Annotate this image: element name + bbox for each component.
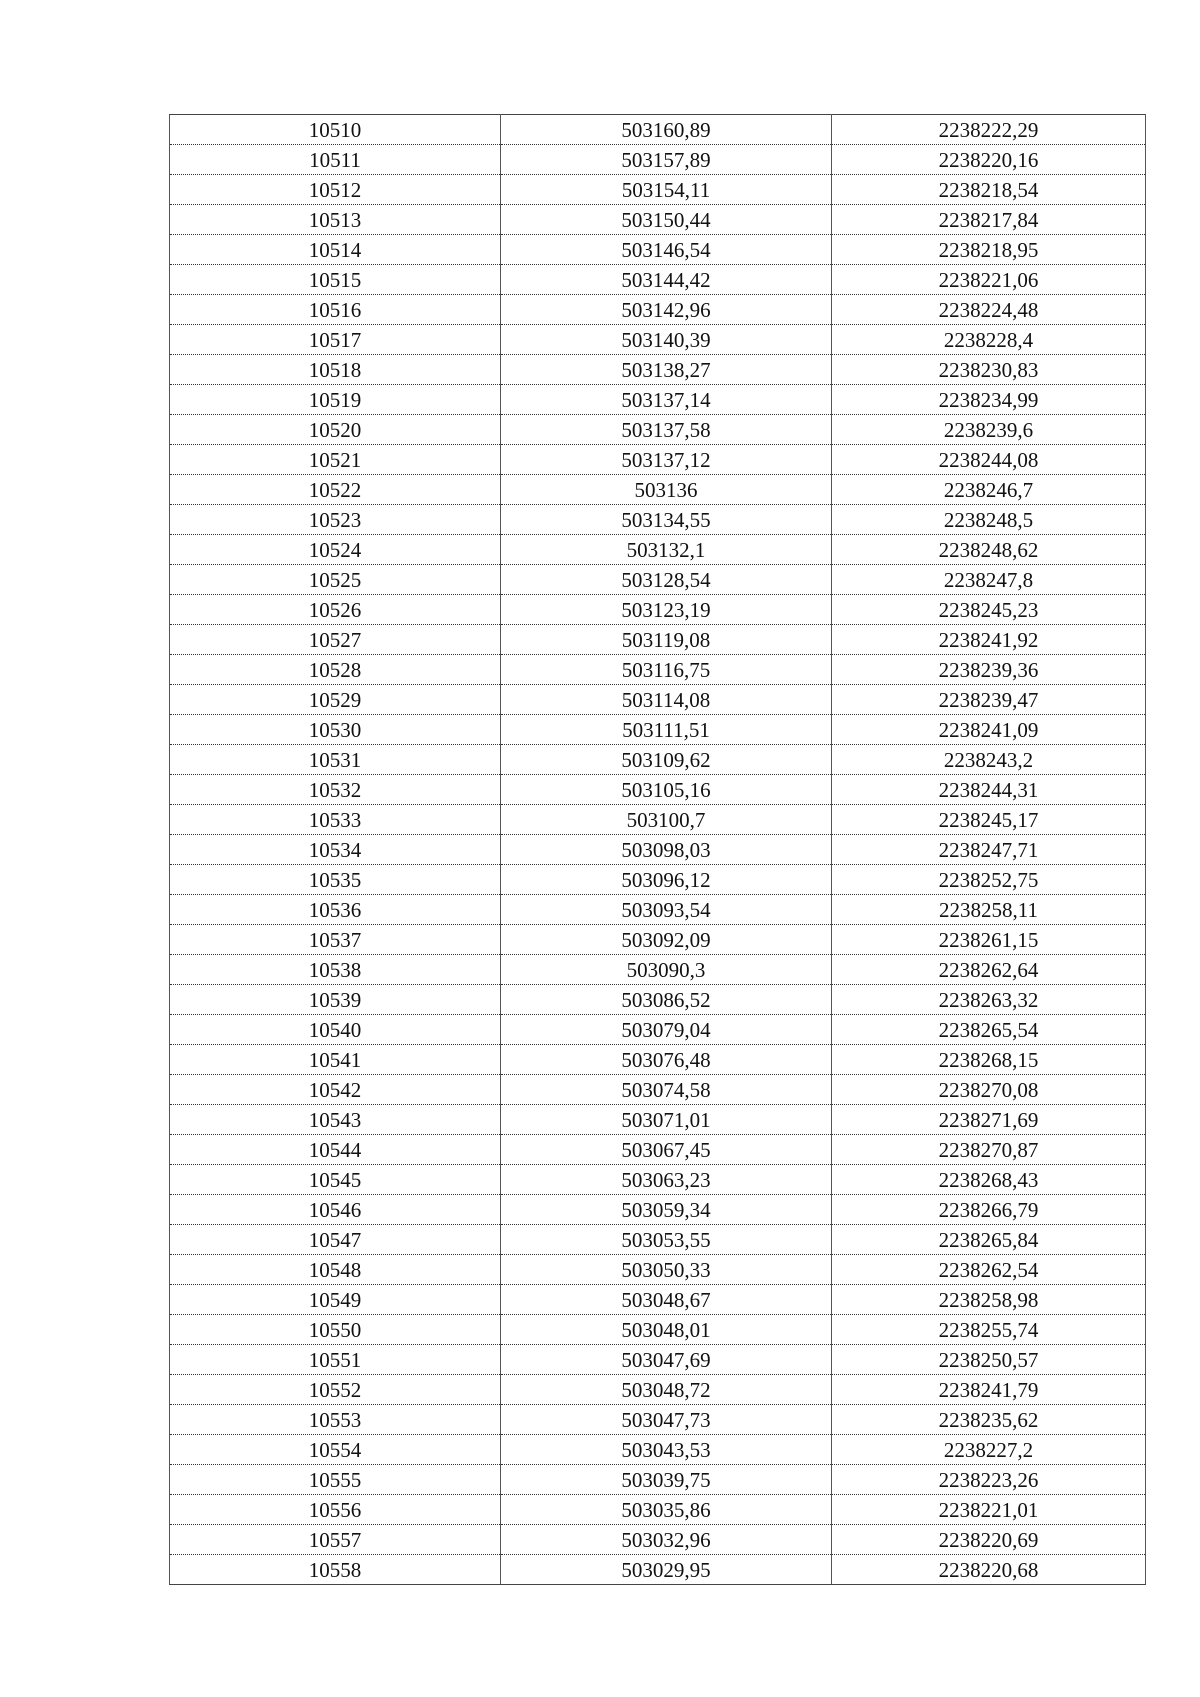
table-row [170,415,1146,445]
table-row [170,985,1146,1015]
x-coordinate-cell: 503076,48 [501,1045,832,1075]
x-coordinate-cell: 503098,03 [501,835,832,865]
y-coordinate-cell: 2238263,32 [832,985,1146,1015]
table-row [170,445,1146,475]
x-coordinate-cell: 503047,73 [501,1405,832,1435]
table-row [170,1015,1146,1045]
table-row [170,745,1146,775]
x-coordinate-cell: 503047,69 [501,1345,832,1375]
point-number-cell: 10511 [170,145,501,175]
x-coordinate-cell: 503039,75 [501,1465,832,1495]
table-row [170,1045,1146,1075]
y-coordinate-cell: 2238239,6 [832,415,1146,445]
table-row [170,775,1146,805]
y-coordinate-cell: 2238261,15 [832,925,1146,955]
x-coordinate-cell: 503071,01 [501,1105,832,1135]
table-row [170,1075,1146,1105]
table-row [170,475,1146,505]
y-coordinate-cell: 2238223,26 [832,1465,1146,1495]
y-coordinate-cell: 2238221,01 [832,1495,1146,1525]
x-coordinate-cell: 503123,19 [501,595,832,625]
x-coordinate-cell: 503109,62 [501,745,832,775]
table-row [170,835,1146,865]
y-coordinate-cell: 2238245,23 [832,595,1146,625]
point-number-cell: 10512 [170,175,501,205]
y-coordinate-cell: 2238265,84 [832,1225,1146,1255]
table-row [170,145,1146,175]
table-row [170,1225,1146,1255]
y-coordinate-cell: 2238241,09 [832,715,1146,745]
point-number-cell: 10513 [170,205,501,235]
table-row [170,565,1146,595]
x-coordinate-cell: 503048,72 [501,1375,832,1405]
y-coordinate-cell: 2238220,16 [832,145,1146,175]
table-row [170,925,1146,955]
table-row [170,1345,1146,1375]
y-coordinate-cell: 2238248,62 [832,535,1146,565]
point-number-cell: 10539 [170,985,501,1015]
point-number-cell: 10540 [170,1015,501,1045]
point-number-cell: 10535 [170,865,501,895]
y-coordinate-cell: 2238220,68 [832,1555,1146,1585]
table-row [170,625,1146,655]
x-coordinate-cell: 503100,7 [501,805,832,835]
y-coordinate-cell: 2238244,08 [832,445,1146,475]
y-coordinate-cell: 2238262,64 [832,955,1146,985]
y-coordinate-cell: 2238220,69 [832,1525,1146,1555]
table-row [170,175,1146,205]
x-coordinate-cell: 503114,08 [501,685,832,715]
table-row [170,1555,1146,1585]
point-number-cell: 10518 [170,355,501,385]
x-coordinate-cell: 503053,55 [501,1225,832,1255]
x-coordinate-cell: 503048,01 [501,1315,832,1345]
x-coordinate-cell: 503137,58 [501,415,832,445]
point-number-cell: 10552 [170,1375,501,1405]
x-coordinate-cell: 503128,54 [501,565,832,595]
y-coordinate-cell: 2238268,43 [832,1165,1146,1195]
y-coordinate-cell: 2238227,2 [832,1435,1146,1465]
x-coordinate-cell: 503050,33 [501,1255,832,1285]
x-coordinate-cell: 503079,04 [501,1015,832,1045]
table-row [170,1525,1146,1555]
y-coordinate-cell: 2238258,98 [832,1285,1146,1315]
x-coordinate-cell: 503146,54 [501,235,832,265]
x-coordinate-cell: 503093,54 [501,895,832,925]
y-coordinate-cell: 2238258,11 [832,895,1146,925]
point-number-cell: 10532 [170,775,501,805]
x-coordinate-cell: 503150,44 [501,205,832,235]
point-number-cell: 10541 [170,1045,501,1075]
point-number-cell: 10522 [170,475,501,505]
y-coordinate-cell: 2238268,15 [832,1045,1146,1075]
x-coordinate-cell: 503138,27 [501,355,832,385]
y-coordinate-cell: 2238247,8 [832,565,1146,595]
y-coordinate-cell: 2238271,69 [832,1105,1146,1135]
point-number-cell: 10545 [170,1165,501,1195]
point-number-cell: 10550 [170,1315,501,1345]
point-number-cell: 10515 [170,265,501,295]
table-row [170,1495,1146,1525]
table-row [170,955,1146,985]
point-number-cell: 10558 [170,1555,501,1585]
point-number-cell: 10516 [170,295,501,325]
x-coordinate-cell: 503119,08 [501,625,832,655]
table-row [170,205,1146,235]
point-number-cell: 10514 [170,235,501,265]
point-number-cell: 10526 [170,595,501,625]
table-row [170,295,1146,325]
point-number-cell: 10523 [170,505,501,535]
point-number-cell: 10549 [170,1285,501,1315]
point-number-cell: 10538 [170,955,501,985]
table-row [170,1465,1146,1495]
point-number-cell: 10525 [170,565,501,595]
point-number-cell: 10520 [170,415,501,445]
x-coordinate-cell: 503134,55 [501,505,832,535]
table-row [170,595,1146,625]
y-coordinate-cell: 2238239,47 [832,685,1146,715]
y-coordinate-cell: 2238262,54 [832,1255,1146,1285]
y-coordinate-cell: 2238248,5 [832,505,1146,535]
x-coordinate-cell: 503140,39 [501,325,832,355]
table-row [170,685,1146,715]
table-row [170,1165,1146,1195]
table-row [170,535,1146,565]
x-coordinate-cell: 503090,3 [501,955,832,985]
y-coordinate-cell: 2238244,31 [832,775,1146,805]
y-coordinate-cell: 2238235,62 [832,1405,1146,1435]
x-coordinate-cell: 503137,12 [501,445,832,475]
y-coordinate-cell: 2238218,95 [832,235,1146,265]
x-coordinate-cell: 503067,45 [501,1135,832,1165]
point-number-cell: 10547 [170,1225,501,1255]
y-coordinate-cell: 2238228,4 [832,325,1146,355]
table-row [170,1375,1146,1405]
table-row [170,505,1146,535]
point-number-cell: 10542 [170,1075,501,1105]
point-number-cell: 10530 [170,715,501,745]
table-row [170,325,1146,355]
y-coordinate-cell: 2238252,75 [832,865,1146,895]
y-coordinate-cell: 2238239,36 [832,655,1146,685]
y-coordinate-cell: 2238218,54 [832,175,1146,205]
point-number-cell: 10551 [170,1345,501,1375]
point-number-cell: 10519 [170,385,501,415]
x-coordinate-cell: 503157,89 [501,145,832,175]
y-coordinate-cell: 2238217,84 [832,205,1146,235]
x-coordinate-cell: 503063,23 [501,1165,832,1195]
point-number-cell: 10534 [170,835,501,865]
point-number-cell: 10531 [170,745,501,775]
x-coordinate-cell: 503048,67 [501,1285,832,1315]
point-number-cell: 10553 [170,1405,501,1435]
table-row [170,865,1146,895]
table-row [170,355,1146,385]
x-coordinate-cell: 503032,96 [501,1525,832,1555]
point-number-cell: 10533 [170,805,501,835]
y-coordinate-cell: 2238222,29 [832,115,1146,145]
x-coordinate-cell: 503074,58 [501,1075,832,1105]
point-number-cell: 10527 [170,625,501,655]
x-coordinate-cell: 503132,1 [501,535,832,565]
point-number-cell: 10536 [170,895,501,925]
point-number-cell: 10557 [170,1525,501,1555]
point-number-cell: 10554 [170,1435,501,1465]
y-coordinate-cell: 2238241,79 [832,1375,1146,1405]
point-number-cell: 10555 [170,1465,501,1495]
point-number-cell: 10544 [170,1135,501,1165]
x-coordinate-cell: 503086,52 [501,985,832,1015]
table-row [170,895,1146,925]
table-row [170,115,1146,145]
x-coordinate-cell: 503092,09 [501,925,832,955]
table-row [170,385,1146,415]
table-row [170,655,1146,685]
point-number-cell: 10556 [170,1495,501,1525]
x-coordinate-cell: 503136 [501,475,832,505]
y-coordinate-cell: 2238234,99 [832,385,1146,415]
table-row [170,265,1146,295]
y-coordinate-cell: 2238241,92 [832,625,1146,655]
table-row [170,1195,1146,1225]
coordinates-table [169,114,1146,1585]
x-coordinate-cell: 503111,51 [501,715,832,745]
y-coordinate-cell: 2238266,79 [832,1195,1146,1225]
y-coordinate-cell: 2238224,48 [832,295,1146,325]
table-row [170,235,1146,265]
point-number-cell: 10524 [170,535,501,565]
point-number-cell: 10543 [170,1105,501,1135]
point-number-cell: 10546 [170,1195,501,1225]
y-coordinate-cell: 2238270,08 [832,1075,1146,1105]
y-coordinate-cell: 2238221,06 [832,265,1146,295]
point-number-cell: 10537 [170,925,501,955]
point-number-cell: 10548 [170,1255,501,1285]
point-number-cell: 10529 [170,685,501,715]
y-coordinate-cell: 2238270,87 [832,1135,1146,1165]
table-row [170,1135,1146,1165]
x-coordinate-cell: 503154,11 [501,175,832,205]
point-number-cell: 10517 [170,325,501,355]
y-coordinate-cell: 2238265,54 [832,1015,1146,1045]
y-coordinate-cell: 2238245,17 [832,805,1146,835]
x-coordinate-cell: 503059,34 [501,1195,832,1225]
table-row [170,805,1146,835]
y-coordinate-cell: 2238230,83 [832,355,1146,385]
x-coordinate-cell: 503144,42 [501,265,832,295]
x-coordinate-cell: 503137,14 [501,385,832,415]
table-row [170,1435,1146,1465]
table-row [170,1405,1146,1435]
y-coordinate-cell: 2238255,74 [832,1315,1146,1345]
y-coordinate-cell: 2238243,2 [832,745,1146,775]
point-number-cell: 10510 [170,115,501,145]
x-coordinate-cell: 503142,96 [501,295,832,325]
x-coordinate-cell: 503105,16 [501,775,832,805]
x-coordinate-cell: 503096,12 [501,865,832,895]
x-coordinate-cell: 503043,53 [501,1435,832,1465]
coordinates-table-body [170,115,1146,1585]
x-coordinate-cell: 503035,86 [501,1495,832,1525]
table-row [170,1315,1146,1345]
x-coordinate-cell: 503029,95 [501,1555,832,1585]
table-row [170,1105,1146,1135]
point-number-cell: 10528 [170,655,501,685]
table-row [170,715,1146,745]
point-number-cell: 10521 [170,445,501,475]
table-row [170,1255,1146,1285]
y-coordinate-cell: 2238250,57 [832,1345,1146,1375]
y-coordinate-cell: 2238246,7 [832,475,1146,505]
table-row [170,1285,1146,1315]
x-coordinate-cell: 503160,89 [501,115,832,145]
y-coordinate-cell: 2238247,71 [832,835,1146,865]
x-coordinate-cell: 503116,75 [501,655,832,685]
